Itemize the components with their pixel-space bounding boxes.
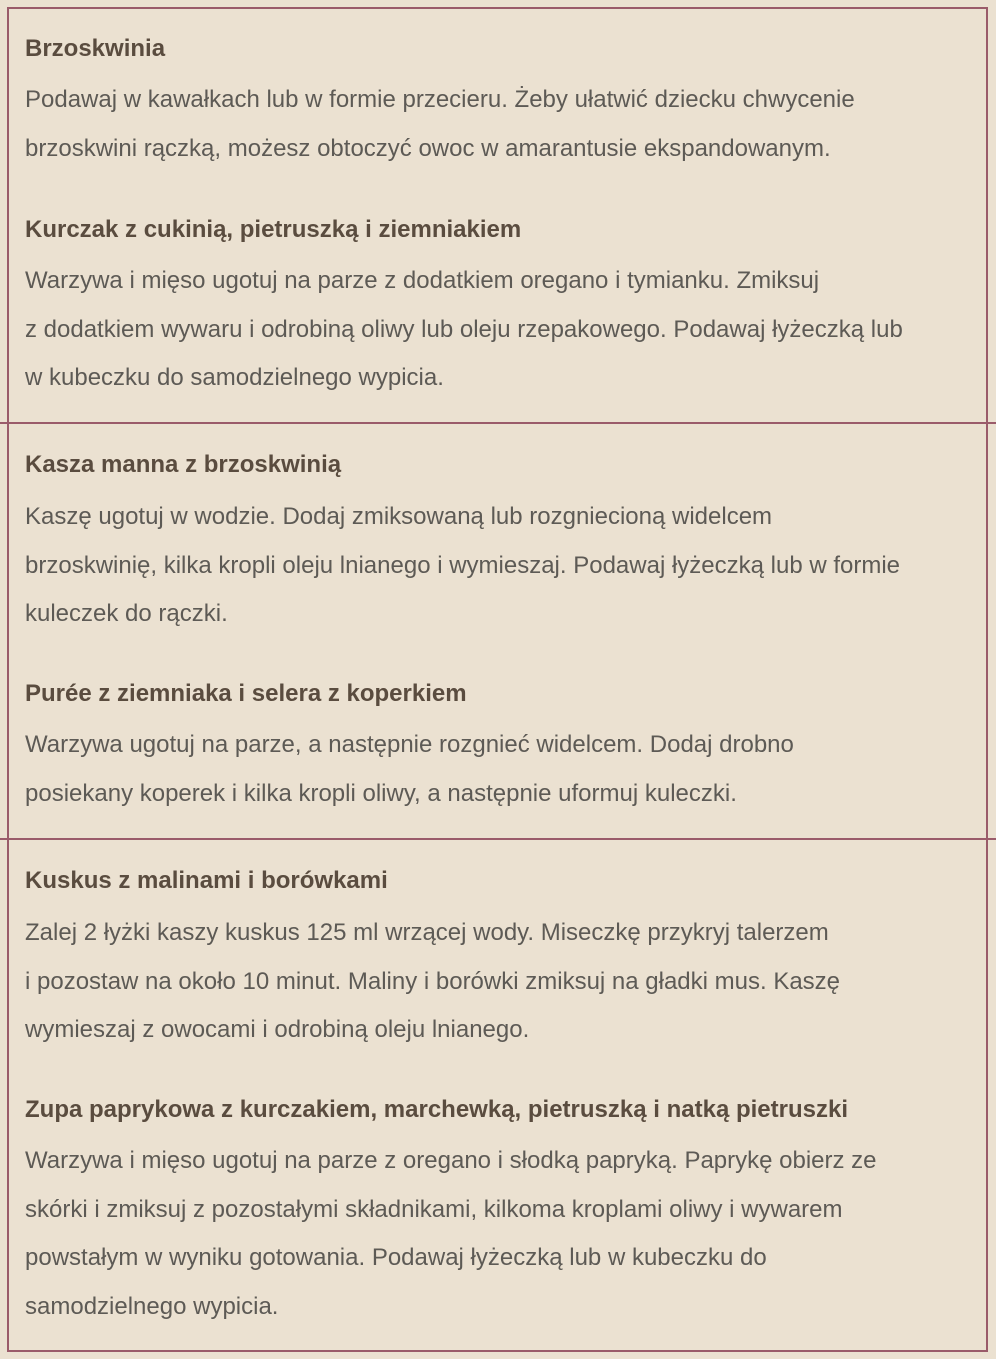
recipe-text-line: skórki i zmiksuj z pozostałymi składnikami, kilkoma kroplami oliwy i wywarem <box>25 1195 843 1223</box>
recipe-text-line: samodzielnego wypicia. <box>25 1292 279 1320</box>
row-divider <box>0 422 996 424</box>
recipe-text-line: Kaszę ugotuj w wodzie. Dodaj zmiksowaną lub rozgniecioną widelcem <box>25 503 773 530</box>
recipe-description <box>25 493 900 639</box>
recipe-text-line: w kubeczku do samodzielnego wypicia. <box>25 364 444 391</box>
recipe-text-line: posiekany koperek i kilka kropli oliwy, a następnie uformuj kuleczki. <box>25 779 737 807</box>
recipe-text-line: kuleczek do rączki. <box>25 600 228 627</box>
recipe-text-line: z dodatkiem wywaru i odrobiną oliwy lub oleju rzepakowego. Podawaj łyżeczką lub <box>25 315 903 343</box>
recipe-text-line: brzoskwini rączką, możesz obtoczyć owoc w amarantusie ekspandowanym. <box>25 134 831 162</box>
row-divider <box>0 838 996 840</box>
recipe-text-line: wymieszaj z owocami i odrobiną oleju lnianego. <box>25 1016 530 1043</box>
recipe-title: Purée z ziemniaka i selera z koperkiem <box>25 680 467 707</box>
recipe-description <box>25 909 840 1055</box>
recipe-title: Brzoskwinia <box>25 35 166 62</box>
recipe-text-line: Warzywa ugotuj na parze, a następnie rozgnieć widelcem. Dodaj drobno <box>25 731 794 758</box>
recipe-text-line: Warzywa i mięso ugotuj na parze z dodatkiem oregano i tymianku. Zmiksuj <box>25 267 820 294</box>
recipe-text-line: Podawaj w kawałkach lub w formie przecieru. Żeby ułatwić dziecku chwycenie <box>25 86 855 113</box>
recipe-title: Zupa paprykowa z kurczakiem, marchewką, pietruszką i natką pietruszki <box>25 1096 848 1123</box>
recipe-text-line: brzoskwinię, kilka kropli oleju lnianego i wymieszaj. Podawaj łyżeczką lub w formie <box>25 551 901 579</box>
recipe-title: Kurczak z cukinią, pietruszką i ziemniakiem <box>25 216 522 243</box>
recipe-text-line: Zalej 2 łyżki kaszy kuskus 125 ml wrzącej wody. Miseczkę przykryj talerzem <box>25 919 829 946</box>
recipe-title: Kasza manna z brzoskwinią <box>25 451 342 478</box>
recipe-description <box>25 257 903 403</box>
recipe-description <box>25 721 794 818</box>
recipe-title: Kuskus z malinami i borówkami <box>25 867 388 894</box>
recipe-description <box>25 1137 877 1331</box>
recipe-description <box>25 76 855 173</box>
recipe-text-line: i pozostaw na około 10 minut. Maliny i borówki zmiksuj na gładki mus. Kaszę <box>25 967 841 995</box>
recipe-text-line: powstałym w wyniku gotowania. Podawaj łyżeczką lub w kubeczku do <box>25 1244 767 1271</box>
recipe-text-line: Warzywa i mięso ugotuj na parze z oregano i słodką papryką. Paprykę obierz ze <box>25 1147 877 1174</box>
